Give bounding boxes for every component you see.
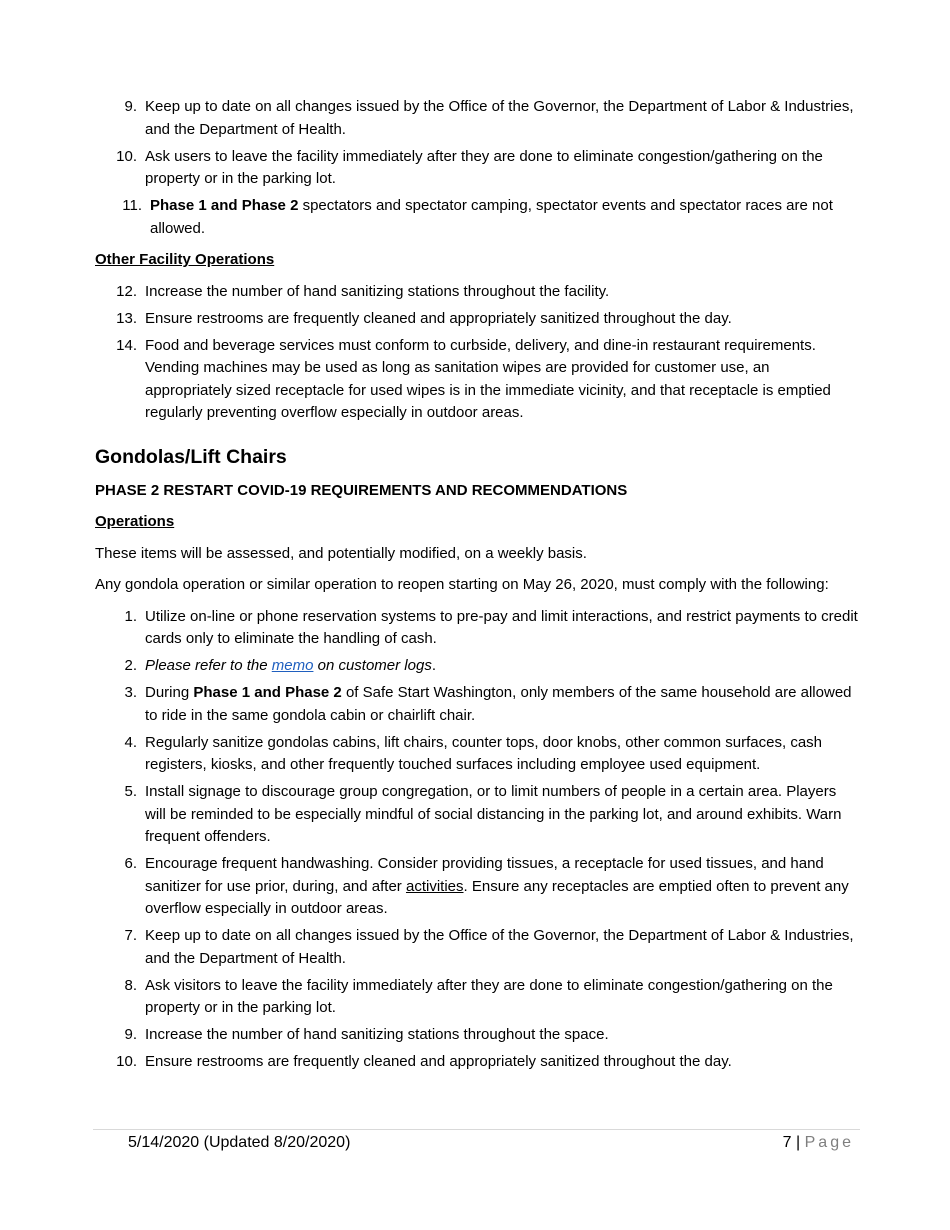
page-indicator	[783, 1132, 854, 1155]
list-item	[95, 335, 860, 425]
list-item	[95, 655, 860, 678]
list-number: 10.	[116, 1053, 137, 1070]
paragraph: Any gondola operation or similar operation to reopen starting on May 26, 2020, must comply with the following:	[95, 576, 829, 593]
list-text: Ensure restrooms are frequently cleaned and appropriately sanitized throughout the day.	[145, 309, 732, 327]
bold-text: Phase 1 and Phase 2	[193, 684, 342, 701]
list-number: 3.	[124, 684, 137, 701]
list-item	[95, 853, 860, 921]
operations-heading: Operations	[95, 513, 175, 530]
list-number: 4.	[124, 733, 137, 751]
list-text	[145, 682, 860, 727]
bold-text: Phase 1 and Phase 2	[150, 197, 299, 214]
list-item	[95, 1051, 860, 1074]
list-item	[95, 732, 860, 777]
list-number: 8.	[124, 976, 137, 994]
list-number: 12.	[116, 282, 137, 300]
phase-heading: PHASE 2 RESTART COVID-19 REQUIREMENTS AND RECOMMENDATIONS	[95, 481, 628, 499]
list-number: 6.	[124, 855, 137, 872]
memo-link[interactable]: memo	[271, 657, 314, 674]
underlined-text: activities	[405, 877, 464, 895]
list-gondola-requirements	[95, 606, 860, 1074]
list-text: Keep up to date on all changes issued by the Office of the Governor, the Department of Labor & Industries, and the Department of Health.	[145, 927, 854, 967]
list-number: 13.	[116, 309, 137, 327]
list-text: Ask visitors to leave the facility immediately after they are done to eliminate congestion/gathering on the property or in the parking lot.	[145, 976, 833, 1016]
list-text-post: . Ensure any receptacles are emptied often to prevent any overflow especially in outdoor areas.	[145, 877, 849, 917]
period-text: .	[431, 657, 436, 674]
list-number: 5.	[124, 783, 137, 800]
list-text: Ask users to leave the facility immediately after they are done to eliminate congestion/gathering on the property or in the parking lot.	[145, 147, 823, 187]
list-text: Install signage to discourage group congregation, or to limit numbers of people in a certain area. Players will be reminded to be especially mindful of social distancing in the parking lot, and around exhibits. Warn frequent offenders.	[145, 783, 842, 845]
list-number: 1.	[124, 607, 137, 625]
list-text: Regularly sanitize gondolas cabins, lift chairs, counter tops, door knobs, other common surfaces, cash registers, kiosks, and other frequently touched surfaces including employee used equipment.	[145, 733, 823, 773]
list-item	[95, 96, 860, 141]
list-text-pre: During	[145, 684, 194, 701]
list-text: Keep up to date on all changes issued by the Office of the Governor, the Department of Labor & Industries, and the Department of Health.	[145, 98, 854, 138]
list-text: Increase the number of hand sanitizing stations throughout the space.	[145, 1026, 609, 1043]
list-text-rest: spectators and spectator camping, spectator events and spectator races are not allowed.	[150, 197, 833, 237]
footer-date: 5/14/2020 (Updated 8/20/2020)	[128, 1134, 351, 1151]
list-text: Utilize on-line or phone reservation systems to pre-pay and limit interactions, and restrict payments to credit cards only to eliminate the handling of cash.	[145, 607, 858, 647]
list-number: 14.	[116, 336, 137, 354]
list-number: 10.	[116, 147, 137, 165]
list-item	[95, 1024, 860, 1047]
italic-text: on customer logs	[313, 657, 432, 674]
list-item	[95, 781, 860, 849]
list-item	[95, 975, 860, 1020]
list-item	[95, 925, 860, 970]
list-other-operations	[95, 281, 860, 425]
list-text: Food and beverage services must conform to curbside, delivery, and dine-in restaurant requirements. Vending machines may be used as long as sanitation wipes are provided for customer use, an appropriately sized receptacle for used wipes is in the immediate vicinity, and that receptacle is emptied regularly preventing overflow especially in outdoor areas.	[145, 336, 831, 421]
page-number: 7	[782, 1134, 792, 1151]
list-number: 11.	[122, 197, 142, 214]
list-text	[150, 195, 860, 240]
list-text-post: of Safe Start Washington, only members of the same household are allowed to ride in the same gondola cabin or chairlift chair.	[145, 684, 852, 724]
list-item	[95, 308, 860, 331]
list-text	[145, 853, 860, 921]
list-item	[95, 195, 860, 240]
list-item	[95, 281, 860, 304]
list-number: 2.	[124, 657, 137, 674]
list-text: Increase the number of hand sanitizing stations throughout the facility.	[145, 282, 610, 300]
list-number: 9.	[124, 98, 137, 115]
list-text: Ensure restrooms are frequently cleaned and appropriately sanitized throughout the day.	[145, 1053, 732, 1070]
page-footer	[93, 1129, 860, 1151]
list-text-pre: Encourage frequent handwashing. Consider providing tissues, a receptacle for used tissues, and hand sanitizer for use prior, during, and after	[145, 855, 824, 895]
paragraph: These items will be assessed, and potentially modified, on a weekly basis.	[95, 544, 587, 562]
document-page	[95, 96, 860, 1078]
list-item	[95, 146, 860, 191]
page-separator: |	[796, 1134, 801, 1151]
other-facility-operations-heading: Other Facility Operations	[95, 251, 275, 268]
list-number: 9.	[124, 1026, 137, 1043]
list-number: 7.	[124, 927, 137, 944]
list-item	[95, 682, 860, 727]
list-item	[95, 606, 860, 651]
list-continued	[95, 96, 860, 240]
list-text	[145, 655, 860, 678]
section-title: Gondolas/Lift Chairs	[95, 445, 287, 468]
italic-text: Please refer to the	[145, 657, 272, 674]
page-label: Page	[804, 1134, 854, 1151]
